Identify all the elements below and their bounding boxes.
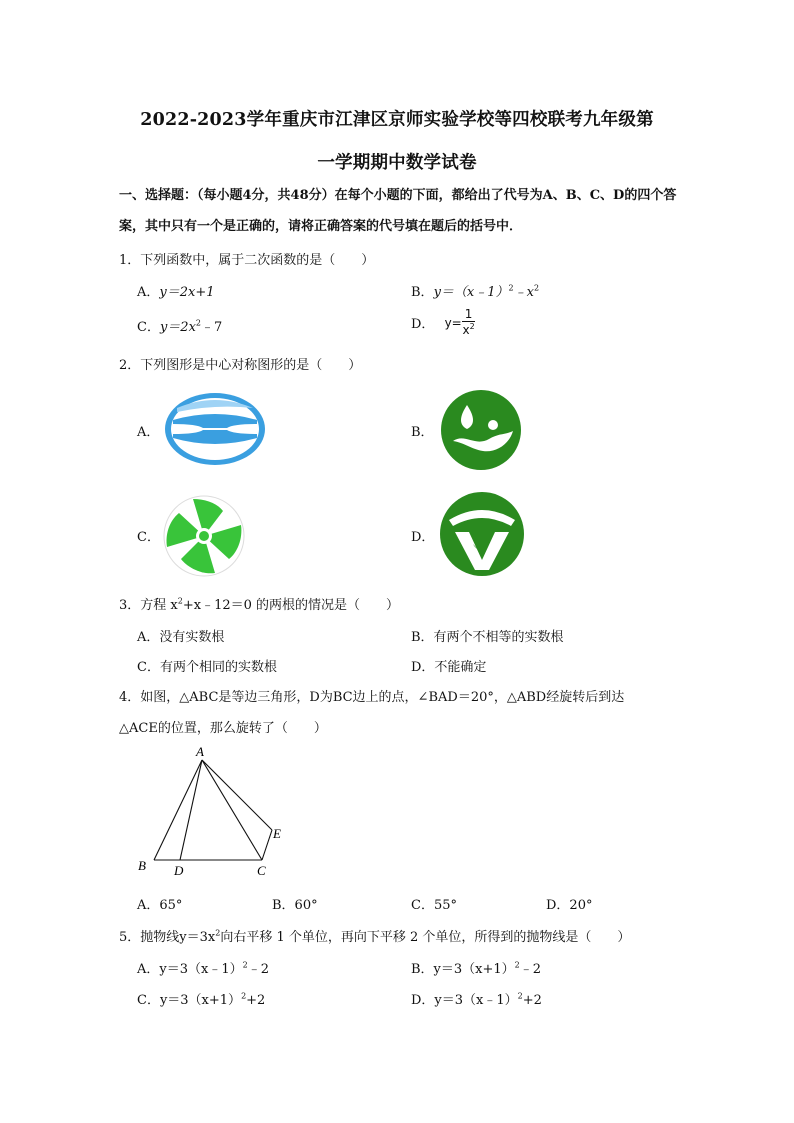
q2-option-b-label: B．: [411, 425, 434, 440]
segment-ad: [180, 760, 202, 860]
q1-option-b: B．$y=(x﹣1)^2﹣x^2$: [411, 283, 540, 300]
q1-option-a: A．y＝2x+1: [137, 285, 215, 300]
q4-triangle-figure: [130, 742, 290, 882]
segment-ec: [262, 830, 272, 860]
q1-option-d-fraction: $\frac{1}{x^2}$: [462, 307, 475, 337]
exam-title-line1: 2022-2023学年重庆市江津区京师实验学校等四校联考九年级第: [140, 110, 654, 130]
q5-option-d: D．y＝3（x﹣1）$^2$+2: [411, 991, 542, 1008]
q1-option-a-expr: y＝2x+1: [159, 285, 215, 300]
segment-ac: [202, 760, 262, 860]
q2-option-c-logo: [163, 495, 245, 577]
q2-option-d-logo: [439, 490, 525, 578]
q5-option-a: A．y＝3（x﹣1）$^2$﹣2: [137, 960, 269, 977]
q2-option-d-label: D．: [411, 530, 435, 545]
label-d: D: [174, 863, 184, 878]
q2-option-b-logo: [439, 389, 523, 471]
q2-stem: 2．下列图形是中心对称图形的是（ ）: [119, 358, 362, 373]
q4-option-c: C．55°: [411, 898, 457, 913]
label-a: A: [196, 744, 204, 759]
label-c: C: [257, 863, 266, 878]
q2-option-c-label: C．: [137, 530, 160, 545]
q5-option-c: C．$y=3(x+1)^2+2$: [137, 991, 266, 1008]
q3-option-d: D．不能确定: [411, 660, 487, 675]
q4-option-a: A．65°: [137, 898, 183, 913]
q5-option-b: B．$y=3(x+1)^2﹣2$: [411, 960, 542, 977]
q3-stem: 3．方程 $x^2+x﹣12=0$ 的两根的情况是（ ）: [119, 596, 400, 613]
q4-stem-line1: 4．如图，△ABC是等边三角形，D为BC边上的点，∠BAD＝20°，△ABD经旋转后到达: [119, 690, 625, 705]
segment-ab: [154, 760, 202, 860]
label-b: B: [138, 858, 146, 873]
section-heading: 一、选择题：（每小题4分，共48分）在每个小题的下面，都给出了代号为A、B、C、D的四个答案，其中只有一个是正确的，请将正确答案的代号填在题后的括号中．: [119, 188, 677, 234]
q2-option-a-logo: [163, 390, 267, 468]
q3-option-b: B．有两个不相等的实数根: [411, 630, 564, 645]
label-e: E: [273, 826, 281, 841]
exam-title-line2: 一学期期中数学试卷: [317, 153, 477, 173]
q2-option-a-label: A．: [137, 425, 160, 440]
q3-option-a: A．没有实数根: [137, 630, 225, 645]
q1-stem: 1．下列函数中，属于二次函数的是（ ）: [119, 253, 375, 268]
q3-option-c: C．有两个相同的实数根: [137, 660, 277, 675]
q1-option-c: C．$y=2x^2﹣7$: [137, 318, 223, 335]
q4-option-d: D．20°: [546, 898, 593, 913]
q4-option-b: B．60°: [272, 898, 318, 913]
q4-stem-line2: △ACE的位置，那么旋转了（ ）: [119, 721, 327, 736]
q5-stem: 5．抛物线$y=3x^2$向右平移 1 个单位，再向下平移 2 个单位，所得到的抛物线是（ ）: [119, 928, 631, 945]
q1-option-d: D． y= $\frac{1}{x^2}$: [411, 307, 475, 337]
segment-ae: [202, 760, 272, 830]
